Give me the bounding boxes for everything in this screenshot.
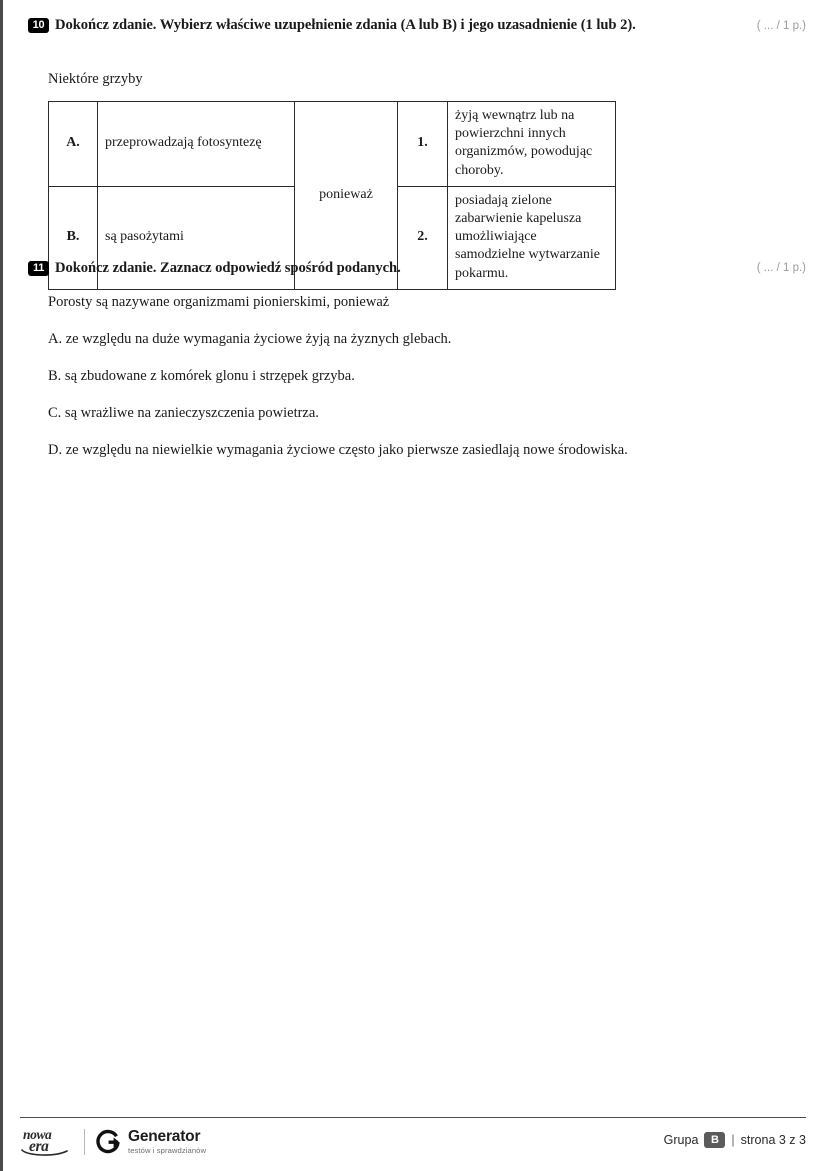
generator-subtitle: testów i sprawdzianów bbox=[128, 1145, 207, 1155]
nowa-era-line1: nowa bbox=[23, 1127, 52, 1142]
page-scan-edge bbox=[0, 0, 3, 1171]
group-label: Grupa bbox=[663, 1133, 699, 1148]
generator-g-icon bbox=[96, 1129, 122, 1155]
nowa-era-line2: era bbox=[29, 1138, 49, 1155]
question-11-score: ( ... / 1 p.) bbox=[756, 262, 806, 274]
question-10-title: Dokończ zdanie. Wybierz właściwe uzupełnienie zdania (A lub B) i jego uzasadnienie (1 lub 2). bbox=[55, 17, 636, 33]
generator-title: Generator bbox=[128, 1128, 201, 1146]
swoosh-icon bbox=[21, 1149, 69, 1157]
question-11 bbox=[28, 259, 728, 278]
answer-option-b[interactable]: B. są zbudowane z komórek glonu i strzępek grzyba. bbox=[48, 368, 355, 384]
page-info-separator: | bbox=[731, 1133, 735, 1148]
page-footer bbox=[20, 1126, 806, 1160]
nowa-era-logo bbox=[20, 1127, 74, 1157]
answer-option-c[interactable]: C. są wrażliwe na zanieczyszczenia powietrza. bbox=[48, 405, 319, 421]
group-badge: B bbox=[704, 1132, 725, 1148]
question-10-score: ( ... / 1 p.) bbox=[756, 20, 806, 32]
table-connector: ponieważ bbox=[295, 102, 398, 290]
question-10-header bbox=[28, 16, 728, 35]
question-11-number-badge: 11 bbox=[28, 261, 49, 276]
question-11-header bbox=[28, 259, 728, 278]
option-b-letter[interactable]: B. bbox=[49, 186, 98, 289]
reason-2-text[interactable]: posiadają zielone zabarwienie kapelusza umożliwiające samodzielne wytwarzanie pokarmu. bbox=[448, 186, 616, 289]
question-10-stem: Niektóre grzyby bbox=[48, 71, 143, 87]
option-a-text[interactable]: przeprowadzają fotosyntezę bbox=[98, 102, 295, 187]
brand-divider bbox=[84, 1129, 85, 1155]
answer-option-a[interactable]: A. ze względu na duże wymagania życiowe żyją na żyznych glebach. bbox=[48, 331, 452, 347]
page-info bbox=[664, 1132, 806, 1148]
question-11-stem: Porosty są nazywane organizmami pionierskimi, ponieważ bbox=[48, 294, 390, 310]
footer-divider bbox=[20, 1117, 806, 1118]
reason-2-number[interactable]: 2. bbox=[398, 186, 448, 289]
option-b-text[interactable]: są pasożytami bbox=[98, 186, 295, 289]
table-row bbox=[49, 102, 616, 187]
reason-1-number[interactable]: 1. bbox=[398, 102, 448, 187]
question-10-number-badge: 10 bbox=[28, 18, 49, 33]
brand-lockup bbox=[20, 1126, 206, 1158]
reason-1-text[interactable]: żyją wewnątrz lub na powierzchni innych organizmów, powodując choroby. bbox=[448, 102, 616, 187]
question-11-title: Dokończ zdanie. Zaznacz odpowiedź spośród podanych. bbox=[55, 260, 401, 276]
option-a-letter[interactable]: A. bbox=[49, 102, 98, 187]
question-10 bbox=[28, 16, 728, 35]
page-number-label: strona 3 z 3 bbox=[740, 1133, 806, 1148]
generator-wordmark bbox=[128, 1129, 206, 1154]
answer-option-d[interactable]: D. ze względu na niewielkie wymagania życiowe często jako pierwsze zasiedlają nowe środowiska. bbox=[48, 442, 628, 458]
